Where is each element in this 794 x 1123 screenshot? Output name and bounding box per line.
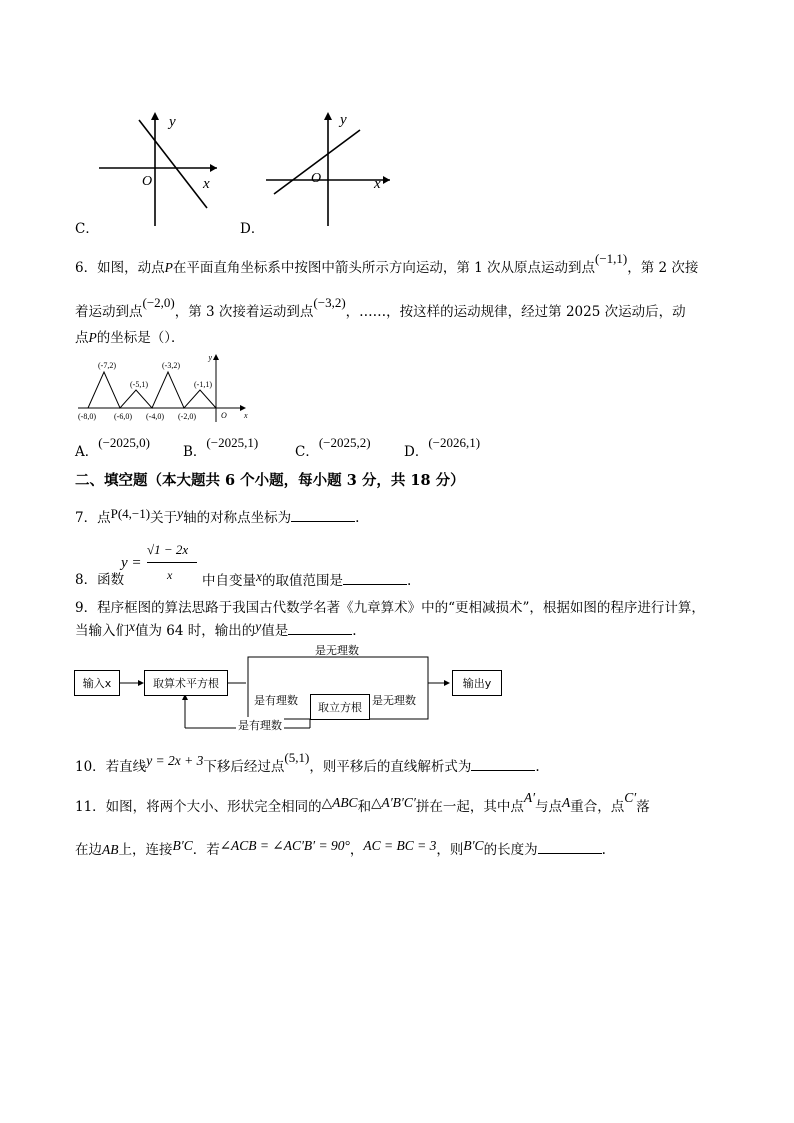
flow-cbrt-box: 取立方根	[310, 694, 370, 720]
q6-option-a[interactable]: A．(−2025,0)	[75, 435, 150, 460]
q7-answer-blank[interactable]	[291, 507, 355, 522]
graph-c-origin: O	[142, 174, 153, 189]
graph-d-origin: O	[311, 171, 322, 186]
q6-option-c[interactable]: C．(−2025,2)	[295, 435, 371, 460]
q10: 10．若直线y = 2x + 3下移后经过点(5,1)，则平移后的直线解析式为 .	[75, 750, 540, 775]
q6-fig-pt: (-5,1)	[130, 380, 148, 389]
q6-fig-pt: (-6,0)	[114, 412, 132, 421]
q6-fig-pt: (-3,2)	[162, 361, 180, 370]
q9-answer-blank[interactable]	[288, 620, 352, 635]
flow-input-box: 输入x	[74, 670, 120, 696]
graph-d-y-label: y	[340, 112, 347, 128]
q6-fig-pt: (-1,1)	[194, 380, 212, 389]
flow-output-box: 输出y	[452, 670, 502, 696]
q6-fig-pt: (-8,0)	[78, 412, 96, 421]
q6-option-d[interactable]: D．(−2026,1)	[404, 435, 481, 460]
graph-c-x-label: x	[203, 176, 210, 192]
q6-fig-x: x	[244, 411, 248, 420]
flow-label-rational: 是有理数	[254, 694, 298, 707]
graph-d	[262, 108, 402, 230]
q9-line1: 9．程序框图的算法思路于我国古代数学名著《九章算术》中的“更相减损术”，根据如图的程序进行计算，	[75, 600, 705, 616]
q6-figure	[76, 352, 248, 424]
flow-label-irrational: 是无理数	[372, 694, 416, 707]
q6-fig-pt: (-4,0)	[146, 412, 164, 421]
q9-line2: 当输入们x值为 64 时，输出的y值是 .	[75, 619, 357, 639]
q6-option-b[interactable]: B．(−2025,1)	[183, 435, 259, 460]
flow-label-bottom: 是有理数	[238, 719, 282, 732]
q11-answer-blank[interactable]	[538, 839, 602, 854]
graph-c	[95, 108, 225, 230]
q6-line1: 6．如图，动点P在平面直角坐标系中按图中箭头所示方向运动，第 1 次从原点运动到点(−1,1)，第 2 次接	[75, 251, 699, 276]
q8-formula: y = √1 − 2x x	[121, 542, 201, 588]
section-heading: 二、填空题（本大题共 6 个小题，每小题 3 分，共 18 分）	[75, 472, 465, 489]
q6-line2: 着运动到点(−2,0)，第 3 次接着运动到点(−3,2)，……，按这样的运动规律，经过第 2025 次运动后，动	[75, 295, 686, 320]
graph-c-y-label: y	[169, 114, 176, 130]
flow-sqrt-box: 取算术平方根	[144, 670, 228, 696]
q8-rest: 中自变量x的取值范围是 .	[202, 569, 412, 589]
q6-fig-o: O	[221, 411, 227, 420]
q8-lead: 8．函数	[75, 572, 125, 588]
q10-answer-blank[interactable]	[471, 756, 535, 771]
q11-line1: 11．如图，将两个大小、形状完全相同的△ABC和△A′B′C′拼在一起，其中点A′与点A重合，点C′落	[75, 790, 650, 815]
graph-d-label: D．	[240, 221, 265, 237]
flow-label-top: 是无理数	[315, 644, 359, 657]
graph-d-x-label: x	[374, 176, 381, 192]
q11-line2: 在边AB上，连接B′C．若∠ACB = ∠AC′B′ = 90°，AC = BC = 3，则B′C的长度为 .	[75, 838, 606, 858]
q6-fig-y: y	[208, 353, 212, 362]
q7: 7．点P(4,−1)关于y轴的对称点坐标为 .	[75, 506, 360, 526]
q6-line3: 点P的坐标是（）．	[75, 330, 185, 346]
q9-flowchart	[70, 640, 510, 735]
q6-fig-pt: (-7,2)	[98, 361, 116, 370]
q8-answer-blank[interactable]	[343, 570, 407, 585]
q6-fig-pt: (-2,0)	[178, 412, 196, 421]
graph-c-label: C．	[75, 221, 99, 237]
